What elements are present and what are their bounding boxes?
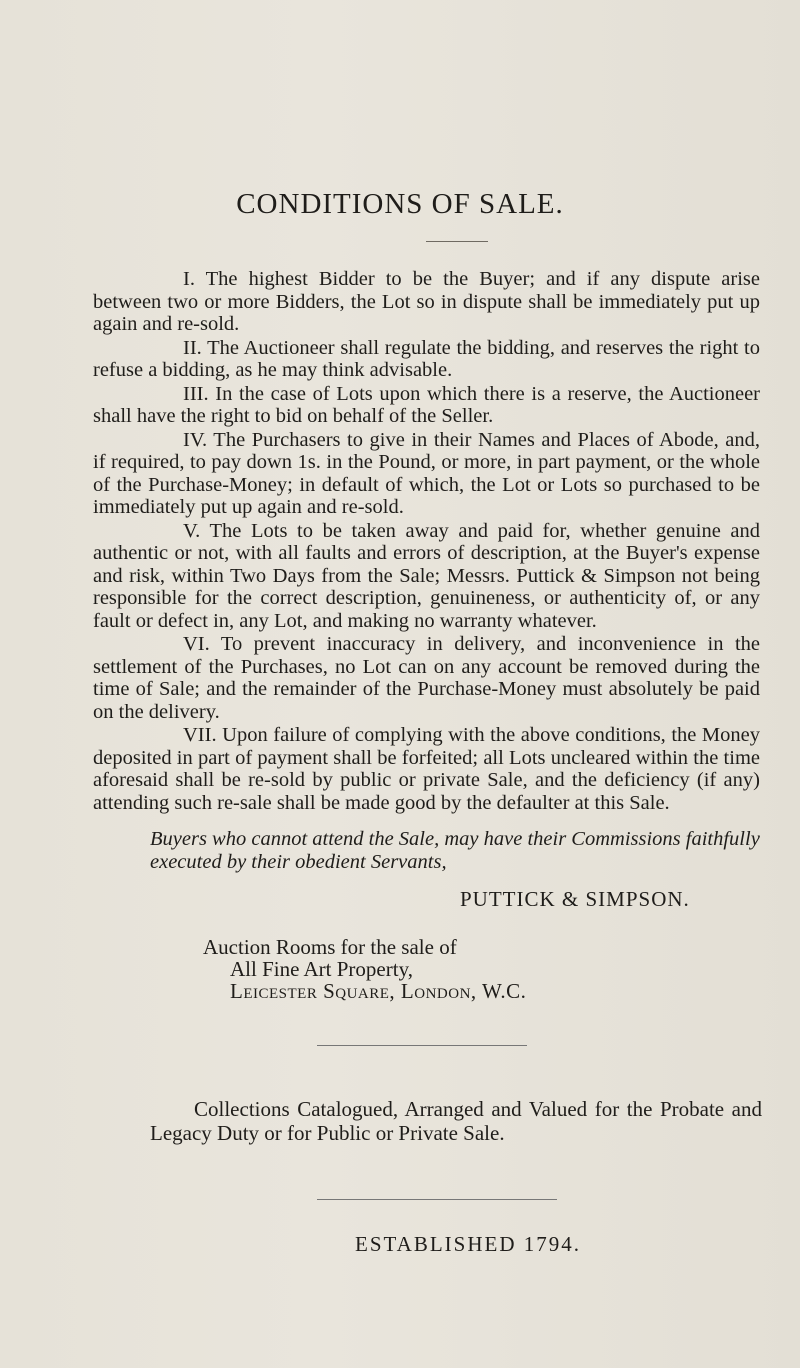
condition-text: The highest Bidder to be the Buyer; and if any dispute arise between two or more Bidders, the Lot so in dispute shall be immediately put up again and re-sold. xyxy=(93,268,760,335)
condition-number: III. xyxy=(183,382,209,405)
condition-text: In the case of Lots upon which there is a reserve, the Auctioneer shall have the right to bid on behalf of the Seller. xyxy=(93,382,761,427)
condition-text: To prevent inaccuracy in delivery, and inconvenience in the settlement of the Purchases, no Lot can on any account be removed during the time of Sale; and the remainder of the Purchase-Money must absolutely be paid on the delivery. xyxy=(93,633,760,723)
section-divider xyxy=(317,1045,527,1046)
page-title: CONDITIONS OF SALE. xyxy=(236,188,564,220)
condition-number: VI. xyxy=(183,633,210,655)
firm-name: PUTTICK & SIMPSON. xyxy=(460,887,690,911)
title-divider xyxy=(426,241,488,242)
condition-item xyxy=(0,337,800,382)
condition-text: The Lots to be taken away and paid for, whether genuine and authentic or not, with all faults and errors of description, at the Buyer's expense and risk, within Two Days from the Sale; Messrs. Puttick & Simpson not being responsible for the correct description, genuineness, or authenticity of, or any fault or defect in, any Lot, and making no warranty whatever. xyxy=(93,519,760,632)
condition-number: I. xyxy=(183,268,195,290)
condition-number: II. xyxy=(183,336,202,359)
address-line: Auction Rooms for the sale of xyxy=(203,935,457,959)
address-line: Leicester Square, London, W.C. xyxy=(230,979,527,1003)
condition-number: IV. xyxy=(183,428,208,451)
section-divider xyxy=(317,1199,557,1200)
condition-number: VII. xyxy=(183,724,217,746)
condition-text: The Auctioneer shall regulate the bidding, and reserves the right to refuse a bidding, as he may think advisable. xyxy=(93,336,760,381)
buyers-note: Buyers who cannot attend the Sale, may have their Commissions faithfully executed by their obedient Servants, xyxy=(150,828,760,873)
condition-number: V. xyxy=(183,519,201,542)
conditions-list xyxy=(0,268,800,815)
condition-item xyxy=(0,429,800,519)
condition-item xyxy=(0,633,800,723)
condition-item xyxy=(0,520,800,633)
condition-text: The Purchasers to give in their Names and Places of Abode, and, if required, to pay down 1s. in the Pound, or more, in part payment, or the whole of the Purchase-Money; in default of which, the Lot or Lots so purchased to be immediately put up again and re-sold. xyxy=(93,428,760,518)
condition-item xyxy=(0,383,800,428)
address-line: All Fine Art Property, xyxy=(230,957,413,981)
condition-item xyxy=(0,724,800,814)
collections-note: Collections Catalogued, Arranged and Valued for the Probate and Legacy Duty or for Public or Private Sale. xyxy=(150,1097,762,1145)
auction-rooms-address xyxy=(203,936,526,1002)
established-line: ESTABLISHED 1794. xyxy=(355,1232,581,1256)
condition-text: Upon failure of complying with the above conditions, the Money deposited in part of payment shall be forfeited; all Lots uncleared within the time aforesaid shall be re-sold by public or private Sale, and the deficiency (if any) attending such re-sale shall be made good by the defaulter at this Sale. xyxy=(93,724,761,814)
condition-item xyxy=(0,268,800,336)
